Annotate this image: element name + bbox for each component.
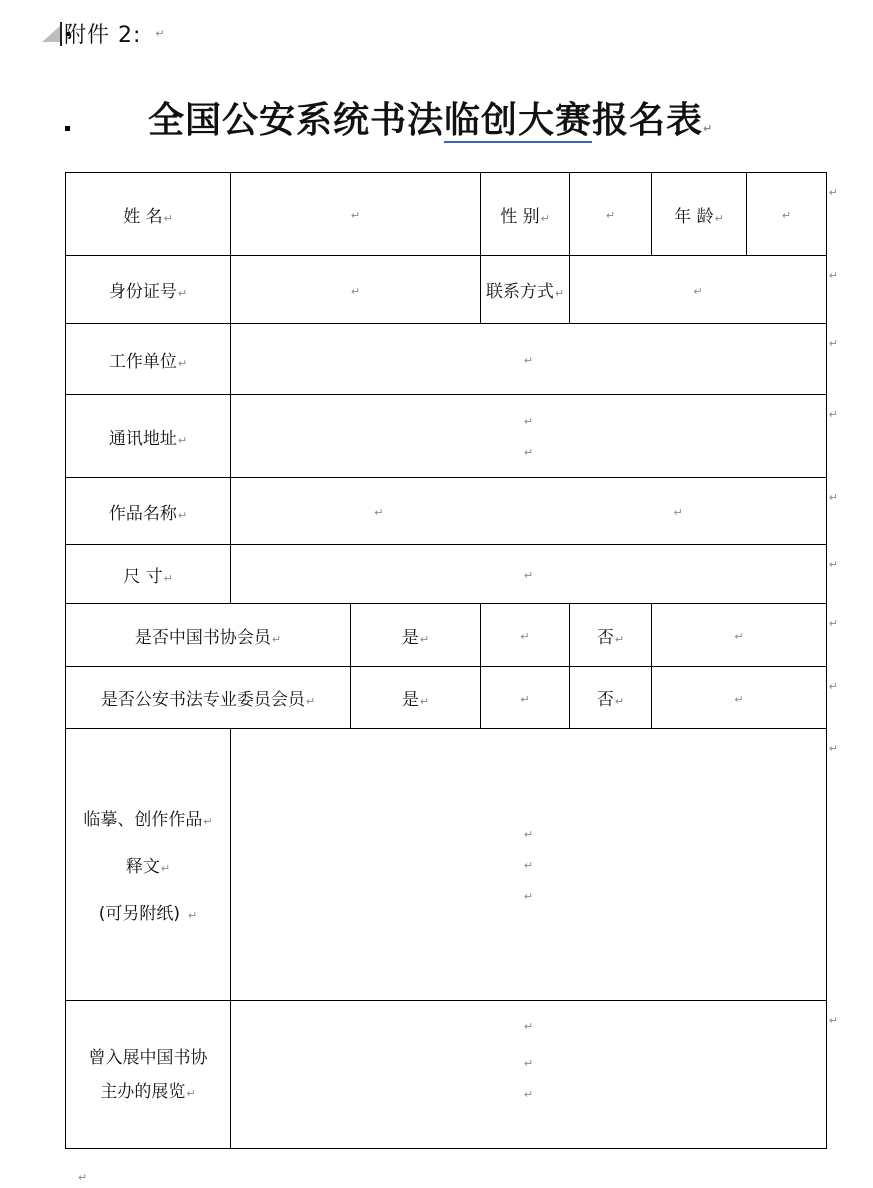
row-address xyxy=(66,395,827,478)
transcription-label-line-1: 临摹、创作作品 xyxy=(83,810,203,830)
cca-member-label: 是否中国书协会员 xyxy=(134,627,271,648)
row-transcription xyxy=(66,729,827,1001)
paragraph-mark: ↵ xyxy=(703,122,714,135)
bullet-marker xyxy=(65,126,70,131)
police-no-field[interactable]: ↵ xyxy=(734,692,744,706)
exhibitions-field-line-1[interactable]: ↵ xyxy=(523,1020,534,1033)
police-no-label: 否 xyxy=(596,690,614,710)
transcription-field-line-3[interactable]: ↵ xyxy=(523,890,534,903)
id-label: 身份证号 xyxy=(108,282,177,302)
workplace-label: 工作单位 xyxy=(108,351,177,372)
size-label: 尺 寸 xyxy=(123,566,163,587)
size-input-cell[interactable]: ↵ ↵ xyxy=(231,545,827,604)
paragraph-mark: ↵ xyxy=(155,27,166,40)
police-yes-field[interactable]: ↵ xyxy=(520,692,530,706)
police-member-label-cell: 是否公安书法专业委员会员↵ xyxy=(66,667,351,729)
cca-no-input-cell[interactable]: ↵ ↵ xyxy=(652,604,827,667)
transcription-label-line-2: 释文 xyxy=(125,857,160,877)
transcription-label-cell: 临摹、创作作品↵ 释文↵ (可另附纸) ↵ xyxy=(66,729,231,1001)
gender-label-cell: 性 别↵ xyxy=(481,173,570,256)
cca-no-field[interactable]: ↵ xyxy=(734,630,744,643)
row-cca-member xyxy=(66,604,827,667)
contact-field[interactable]: ↵ xyxy=(693,284,703,298)
age-field[interactable]: ↵ xyxy=(781,209,792,222)
row-police-member xyxy=(66,667,827,729)
name-input-cell[interactable] xyxy=(231,173,481,256)
exhibitions-field-line-2[interactable]: ↵ xyxy=(523,1057,534,1070)
work-name-input-cell[interactable]: ↵ ↵ ↵ xyxy=(231,478,827,545)
transcription-label-line-3: (可另附纸) xyxy=(98,904,181,924)
exhibitions-input-cell[interactable]: ↵ ↵ ↵ ↵ xyxy=(231,1001,827,1149)
cca-yes-field[interactable]: ↵ xyxy=(520,630,530,643)
address-field-line-2[interactable]: ↵ xyxy=(523,446,534,459)
name-label-cell: 姓 名↵ xyxy=(66,173,231,256)
police-no-input-cell[interactable]: ↵ ↵ xyxy=(652,667,827,729)
document-end-mark: ↵ xyxy=(78,1171,88,1184)
police-yes-input-cell[interactable] xyxy=(481,667,570,729)
registration-form-table xyxy=(65,172,838,1149)
transcription-field-line-2[interactable]: ↵ xyxy=(523,859,534,872)
cca-no-label-cell: 否↵ xyxy=(570,604,652,667)
age-input-cell[interactable] xyxy=(747,173,838,256)
name-field[interactable]: ↵ xyxy=(350,209,361,222)
age-label-cell: 年 龄↵ xyxy=(652,173,747,256)
address-field-line-1[interactable]: ↵ xyxy=(523,415,534,428)
id-field[interactable]: ↵ xyxy=(350,284,361,298)
exhibitions-label-line-1: 曾入展中国书协 xyxy=(88,1047,208,1068)
id-input-cell[interactable] xyxy=(231,256,481,324)
contact-label: 联系方式 xyxy=(485,282,554,302)
gender-field[interactable]: ↵ xyxy=(605,209,616,222)
police-no-label-cell: 否↵ xyxy=(570,667,652,729)
transcription-input-cell[interactable]: ↵ ↵ ↵ ↵ xyxy=(231,729,827,1001)
work-name-field-2[interactable]: ↵ xyxy=(673,506,683,519)
exhibitions-label-line-2: 主办的展览 xyxy=(100,1081,186,1102)
address-input-cell[interactable]: ↵ ↵ ↵ xyxy=(231,395,827,478)
contact-label-cell: 联系方式↵ xyxy=(481,256,570,324)
page-title xyxy=(148,92,713,143)
exhibitions-label-cell: 曾入展中国书协 主办的展览↵ xyxy=(66,1001,231,1149)
gender-input-cell[interactable] xyxy=(570,173,652,256)
id-label-cell: 身份证号↵ xyxy=(66,256,231,324)
age-label: 年 龄 xyxy=(674,206,714,227)
address-label-cell: 通讯地址↵ xyxy=(66,395,231,478)
attachment-heading xyxy=(60,18,166,49)
row-work-name xyxy=(66,478,827,545)
police-member-label: 是否公安书法专业委员会员 xyxy=(100,690,305,710)
cca-yes-label: 是 xyxy=(401,627,419,648)
title-part-1: 全国公安系统书法 xyxy=(148,99,445,141)
row-size xyxy=(66,545,827,604)
size-label-cell: 尺 寸↵ xyxy=(66,545,231,604)
address-label: 通讯地址 xyxy=(108,428,177,449)
title-part-2-underlined: 临创大赛 xyxy=(444,99,593,141)
exhibitions-field-line-3[interactable]: ↵ xyxy=(523,1088,534,1101)
row-exhibitions xyxy=(66,1001,827,1149)
work-name-field-1[interactable]: ↵ xyxy=(374,506,384,519)
row-end-mark: ↵ xyxy=(828,186,838,199)
row-workplace xyxy=(66,324,827,395)
row-name xyxy=(66,173,827,256)
cca-yes-label-cell: 是↵ xyxy=(351,604,481,667)
title-part-3: 报名表 xyxy=(592,99,704,141)
size-field[interactable]: ↵ xyxy=(523,569,534,582)
work-name-label-cell: 作品名称↵ xyxy=(66,478,231,545)
workplace-field[interactable]: ↵ xyxy=(523,354,534,367)
gender-label: 性 别 xyxy=(500,206,540,227)
workplace-label-cell: 工作单位↵ xyxy=(66,324,231,395)
text-cursor xyxy=(60,22,62,46)
attachment-label: 附件 2: xyxy=(64,23,142,48)
workplace-input-cell[interactable]: ↵ ↵ xyxy=(231,324,827,395)
name-label: 姓 名 xyxy=(123,206,163,227)
work-name-label: 作品名称 xyxy=(108,503,177,524)
row-id xyxy=(66,256,827,324)
cca-yes-input-cell[interactable] xyxy=(481,604,570,667)
transcription-field-line-1[interactable]: ↵ xyxy=(523,828,534,841)
section-collapse-icon[interactable] xyxy=(42,26,60,42)
contact-input-cell[interactable]: ↵ ↵ xyxy=(570,256,827,324)
police-yes-label-cell: 是↵ xyxy=(351,667,481,729)
cca-member-label-cell: 是否中国书协会员↵ xyxy=(66,604,351,667)
cca-no-label: 否 xyxy=(596,627,614,648)
police-yes-label: 是 xyxy=(401,690,419,710)
